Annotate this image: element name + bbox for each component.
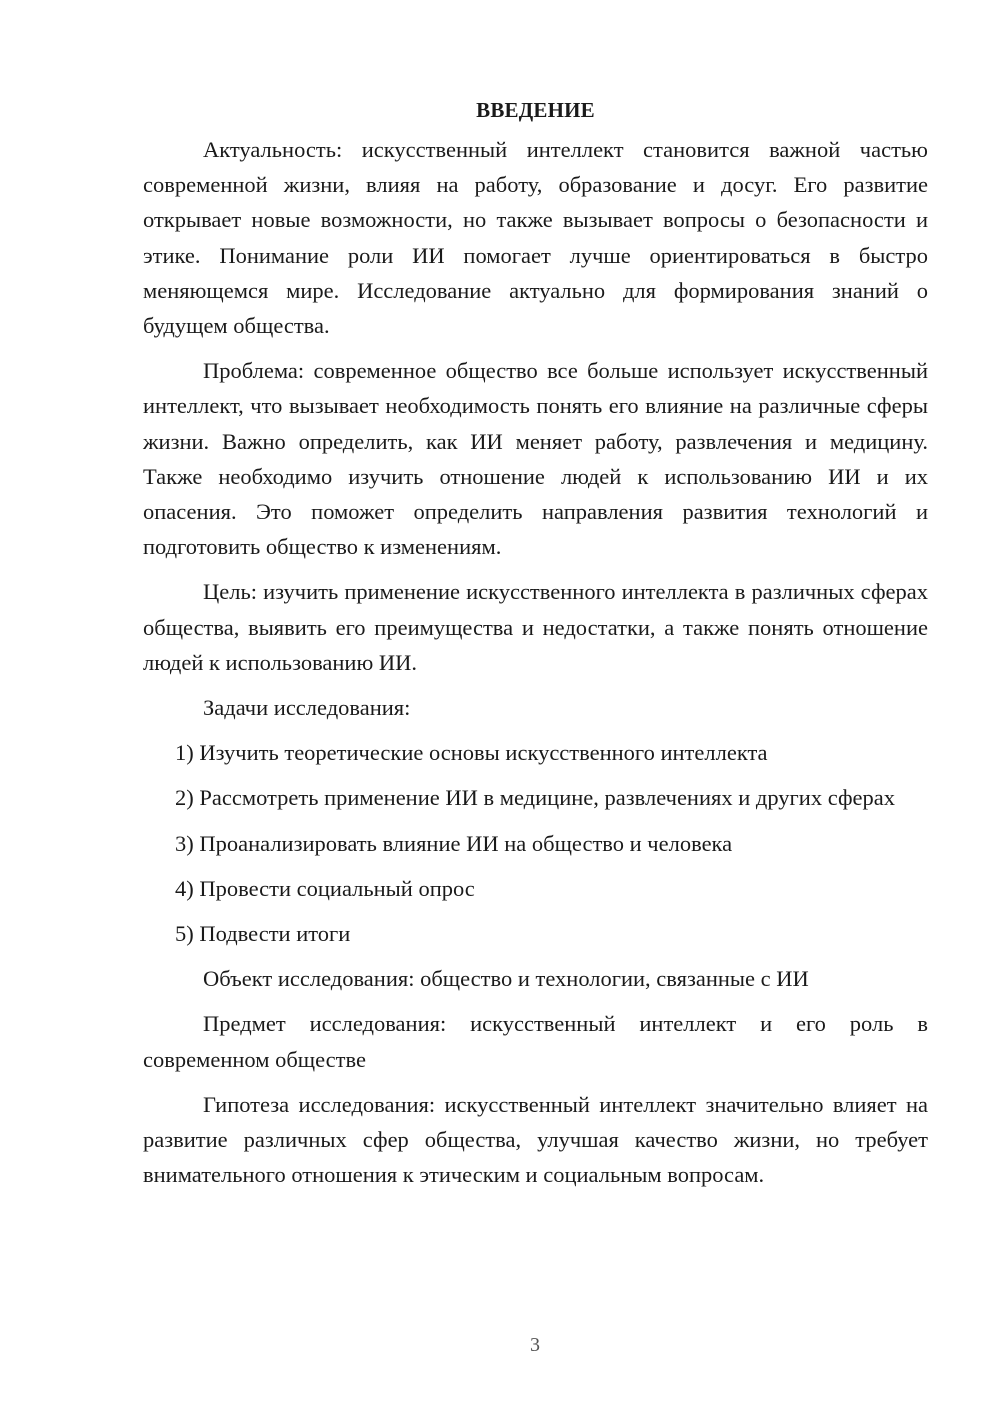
task-item-2: 2) Рассмотреть применение ИИ в медицине, развлечениях и других сферах	[175, 785, 896, 811]
page-number: 3	[530, 1334, 540, 1356]
object-paragraph: Объект исследования: общество и технологии, связанные с ИИ	[203, 966, 809, 992]
tasks-heading: Задачи исследования:	[203, 695, 411, 721]
subject-paragraph: Предмет исследования: искусственный интеллект и его роль в современном обществе	[143, 1011, 928, 1072]
task-item-1: 1) Изучить теоретические основы искусственного интеллекта	[175, 740, 768, 766]
task-item-3: 3) Проанализировать влияние ИИ на общество и человека	[175, 830, 733, 856]
relevance-paragraph: Актуальность: искусственный интеллект становится важной частью современной жизни, влияя на работу, образование и досуг. Его развитие открывает новые возможности, но также вызывает вопросы о безопасности и этике. Понимание роли ИИ помогает лучше ориентироваться в быстро меняющемся мире. Исследование актуально для формирования знаний о будущем общества.	[143, 137, 928, 339]
problem-paragraph: Проблема: современное общество все больше использует искусственный интеллект, что вызывает необходимость понять его влияние на различные сферы жизни. Важно определить, как ИИ меняет работу, развлечения и медицину. Также необходимо изучить отношение людей к использованию ИИ и их опасения. Это поможет определить направления развития технологий и подготовить общество к изменениям.	[143, 358, 928, 560]
page-title: ВВЕДЕНИЕ	[476, 98, 595, 122]
hypothesis-paragraph: Гипотеза исследования: искусственный интеллект значительно влияет на развитие различных сфер общества, улучшая качество жизни, но требует внимательного отношения к этическим и социальным вопросам.	[143, 1091, 928, 1188]
task-item-5: 5) Подвести итоги	[175, 921, 351, 947]
goal-paragraph: Цель: изучить применение искусственного интеллекта в различных сферах общества, выявить его преимущества и недостатки, а также понять отношение людей к использованию ИИ.	[143, 579, 928, 675]
task-item-4: 4) Провести социальный опрос	[175, 875, 475, 901]
document-page	[143, 96, 928, 1202]
